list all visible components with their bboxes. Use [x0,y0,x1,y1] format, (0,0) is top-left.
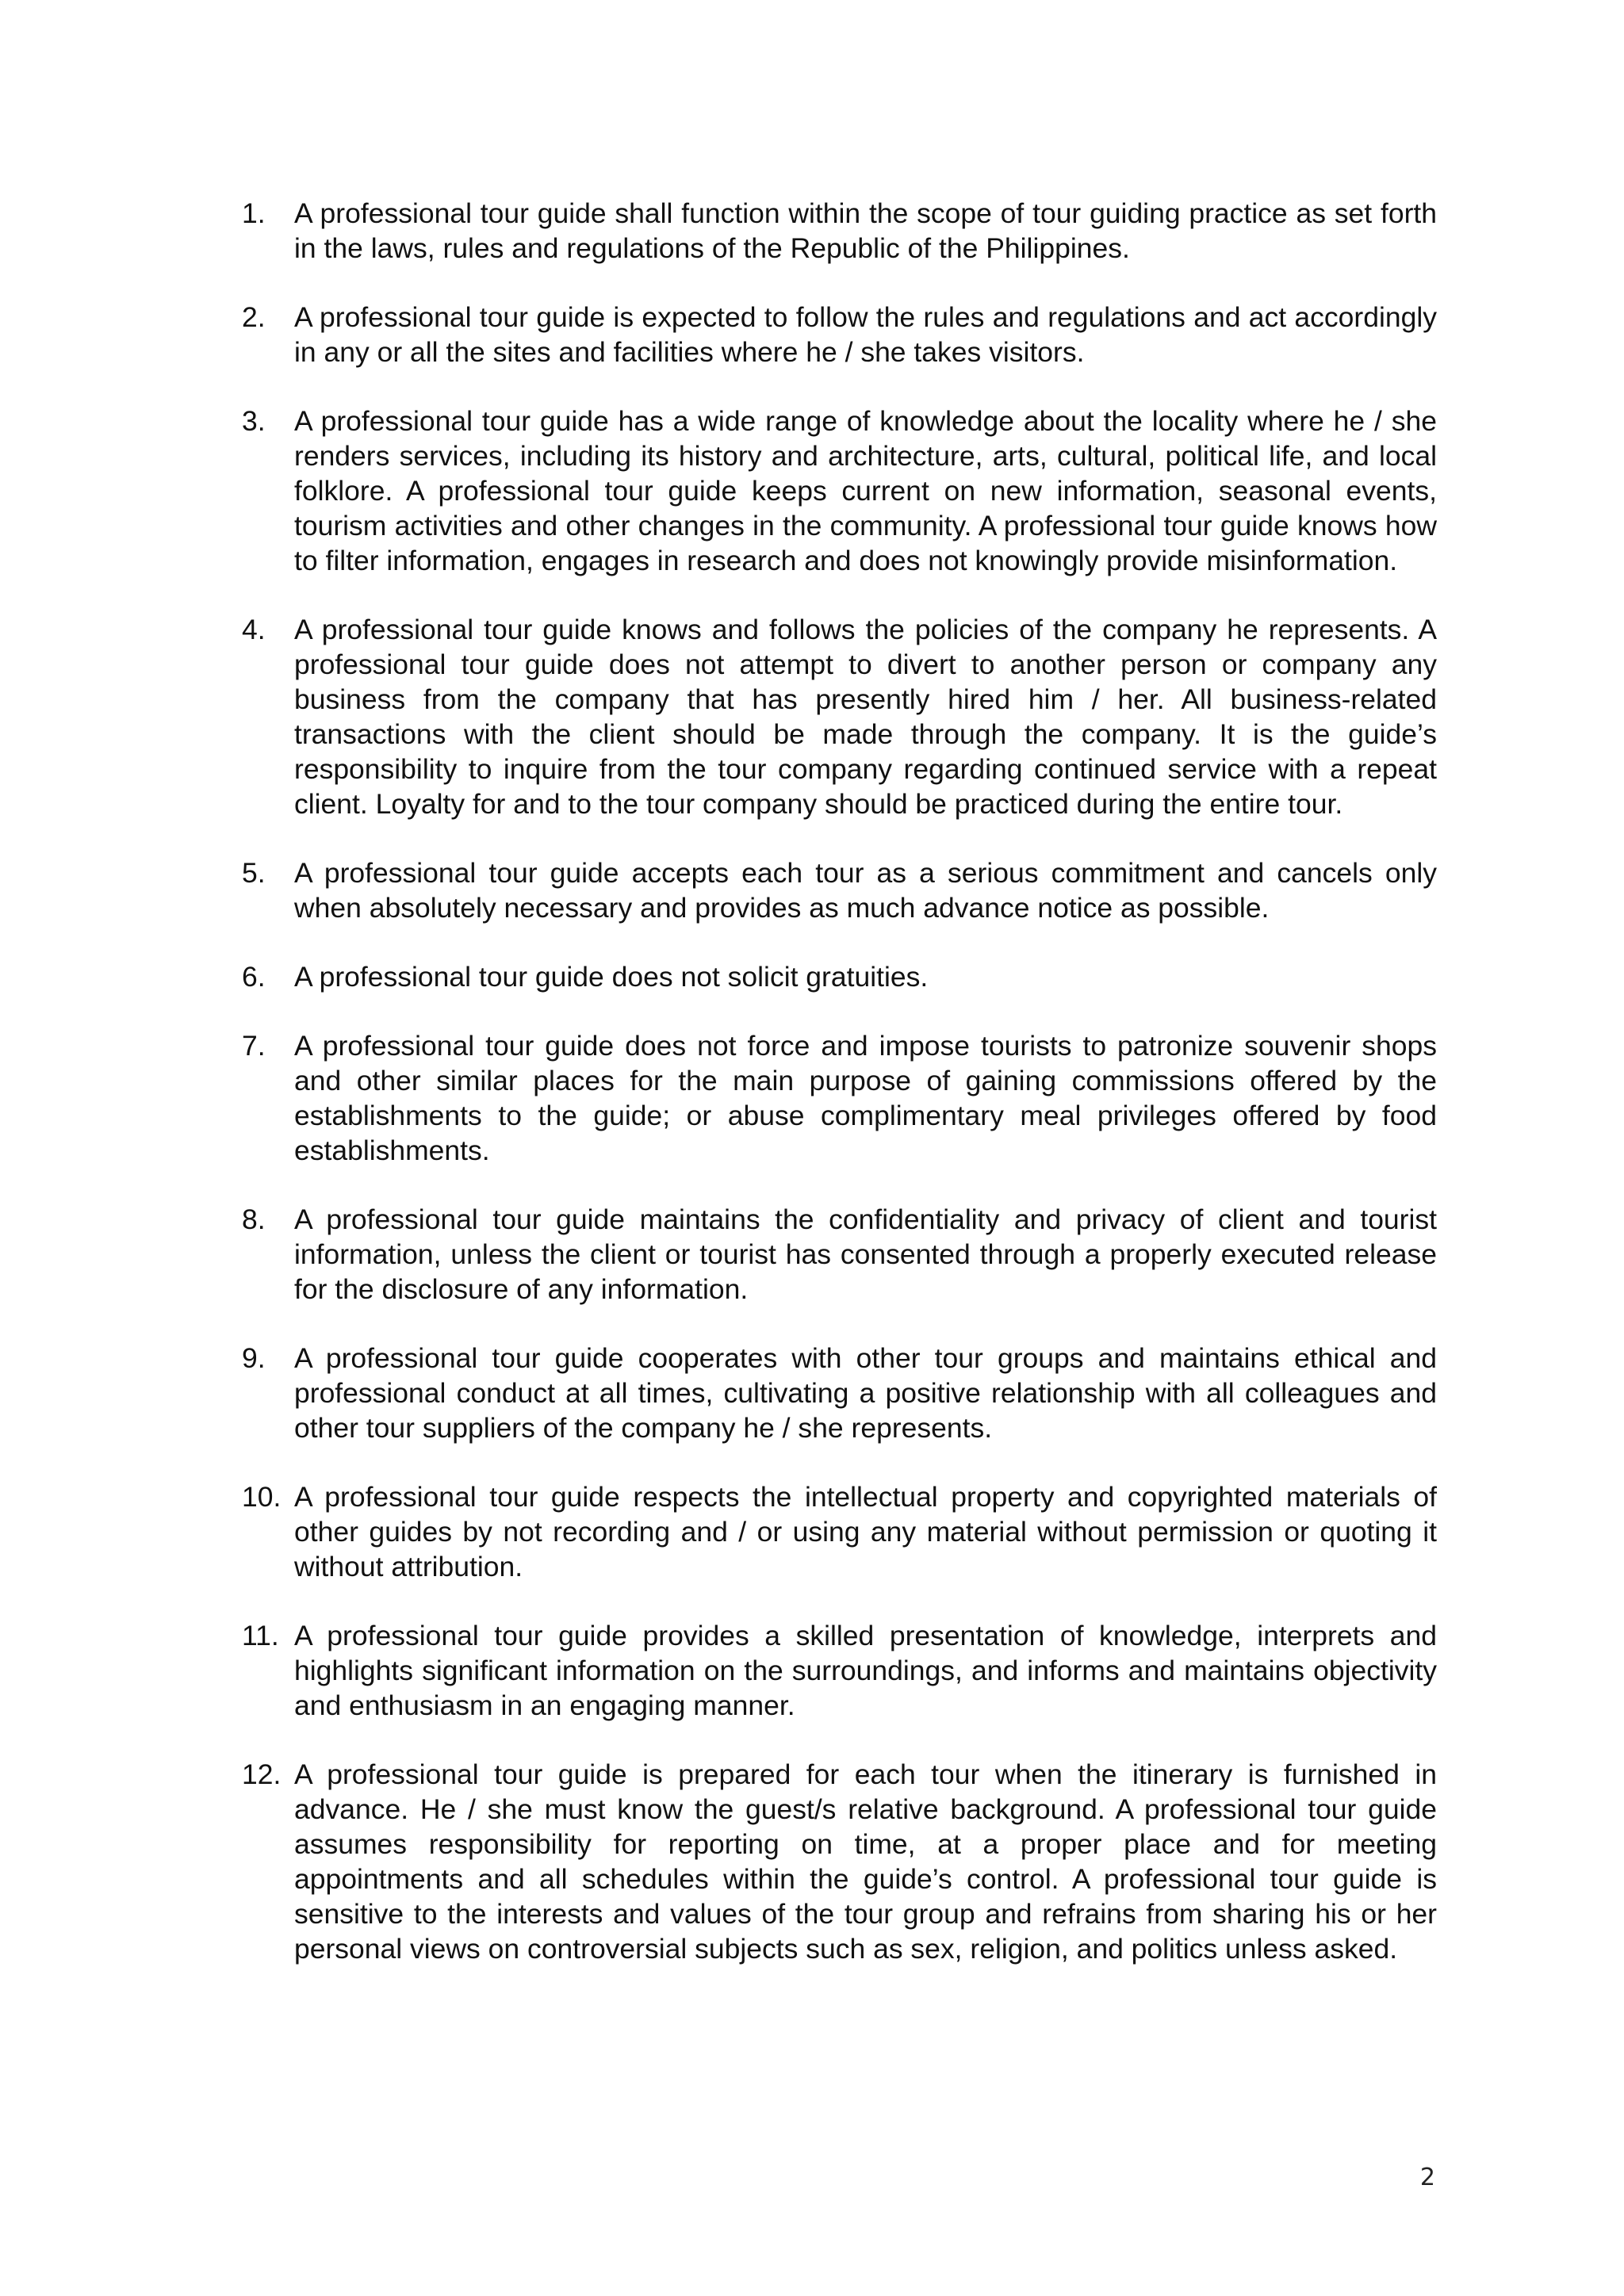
list-item [242,1341,1437,1445]
item-number: 2. [242,301,266,333]
list-item [242,1028,1437,1168]
item-number: 9. [242,1342,266,1374]
list-item [242,612,1437,821]
item-number: 12. [242,1758,282,1790]
item-number: 3. [242,405,266,437]
item-text: A professional tour guide is expected to follow the rules and regulations and act accordingly in any or all the sites and facilities where he / she takes visitors. [294,301,1437,368]
list-item [242,1618,1437,1723]
item-text: A professional tour guide has a wide range of knowledge about the locality where he / she renders services, including its history and architecture, arts, cultural, political life, and local folklore. A professional tour guide keeps current on new information, seasonal events, tourism activities and other changes in the community. A professional tour guide knows how to filter information, engages in research and does not knowingly provide misinformation. [294,405,1437,576]
item-text: A professional tour guide accepts each tour as a serious commitment and cancels only when absolutely necessary and provides as much advance notice as possible. [294,857,1437,924]
item-text: A professional tour guide provides a skilled presentation of knowledge, interprets and highlights significant information on the surroundings, and informs and maintains objectivity and enthusiasm in an engaging manner. [294,1620,1437,1721]
item-text: A professional tour guide respects the intellectual property and copyrighted materials of other guides by not recording and / or using any material without permission or quoting it without attribution. [294,1481,1437,1582]
item-number: 10. [242,1481,282,1513]
item-number: 8. [242,1203,266,1235]
page-number: 2 [1419,2164,1435,2191]
list-item [242,1757,1437,1966]
item-number: 7. [242,1030,266,1062]
item-number: 6. [242,961,266,993]
list-item [242,1202,1437,1307]
list-item [242,959,1437,994]
item-text: A professional tour guide does not solicit gratuities. [294,961,929,993]
list-item [242,196,1437,266]
item-number: 1. [242,197,266,229]
item-number: 4. [242,614,266,645]
guidelines-list [242,196,1437,2000]
item-text: A professional tour guide shall function within the scope of tour guiding practice as set forth in the laws, rules and regulations of the Republic of the Philippines. [294,197,1437,264]
item-text: A professional tour guide does not force and impose tourists to patronize souvenir shops and other similar places for the main purpose of gaining commissions offered by the establishments to the guide; or abuse complimentary meal privileges offered by food establishments. [294,1030,1437,1166]
item-text: A professional tour guide knows and follows the policies of the company he represents. A professional tour guide does not attempt to divert to another person or company any business from the company that has presently hired him / her. All business-related transactions with the client should be made through the company. It is the guide’s responsibility to inquire from the tour company regarding continued service with a repeat client. Loyalty for and to the tour company should be practiced during the entire tour. [294,614,1437,820]
item-number: 11. [242,1620,279,1651]
list-item [242,1479,1437,1584]
item-number: 5. [242,857,266,889]
item-text: A professional tour guide is prepared for each tour when the itinerary is furnished in advance. He / she must know the guest/s relative background. A professional tour guide assumes responsibility for reporting on time, at a proper place and for meeting appointments and all schedules within the guide’s control. A professional tour guide is sensitive to the interests and values of the tour group and refrains from sharing his or her personal views on controversial subjects such as sex, religion, and politics unless asked. [294,1758,1437,1965]
item-text: A professional tour guide cooperates with other tour groups and maintains ethical and professional conduct at all times, cultivating a positive relationship with all colleagues and other tour suppliers of the company he / she represents. [294,1342,1437,1444]
list-item [242,855,1437,925]
list-item [242,404,1437,578]
item-text: A professional tour guide maintains the confidentiality and privacy of client and tourist information, unless the client or tourist has consented through a properly executed release for the disclosure of any information. [294,1203,1437,1305]
list-item [242,300,1437,369]
